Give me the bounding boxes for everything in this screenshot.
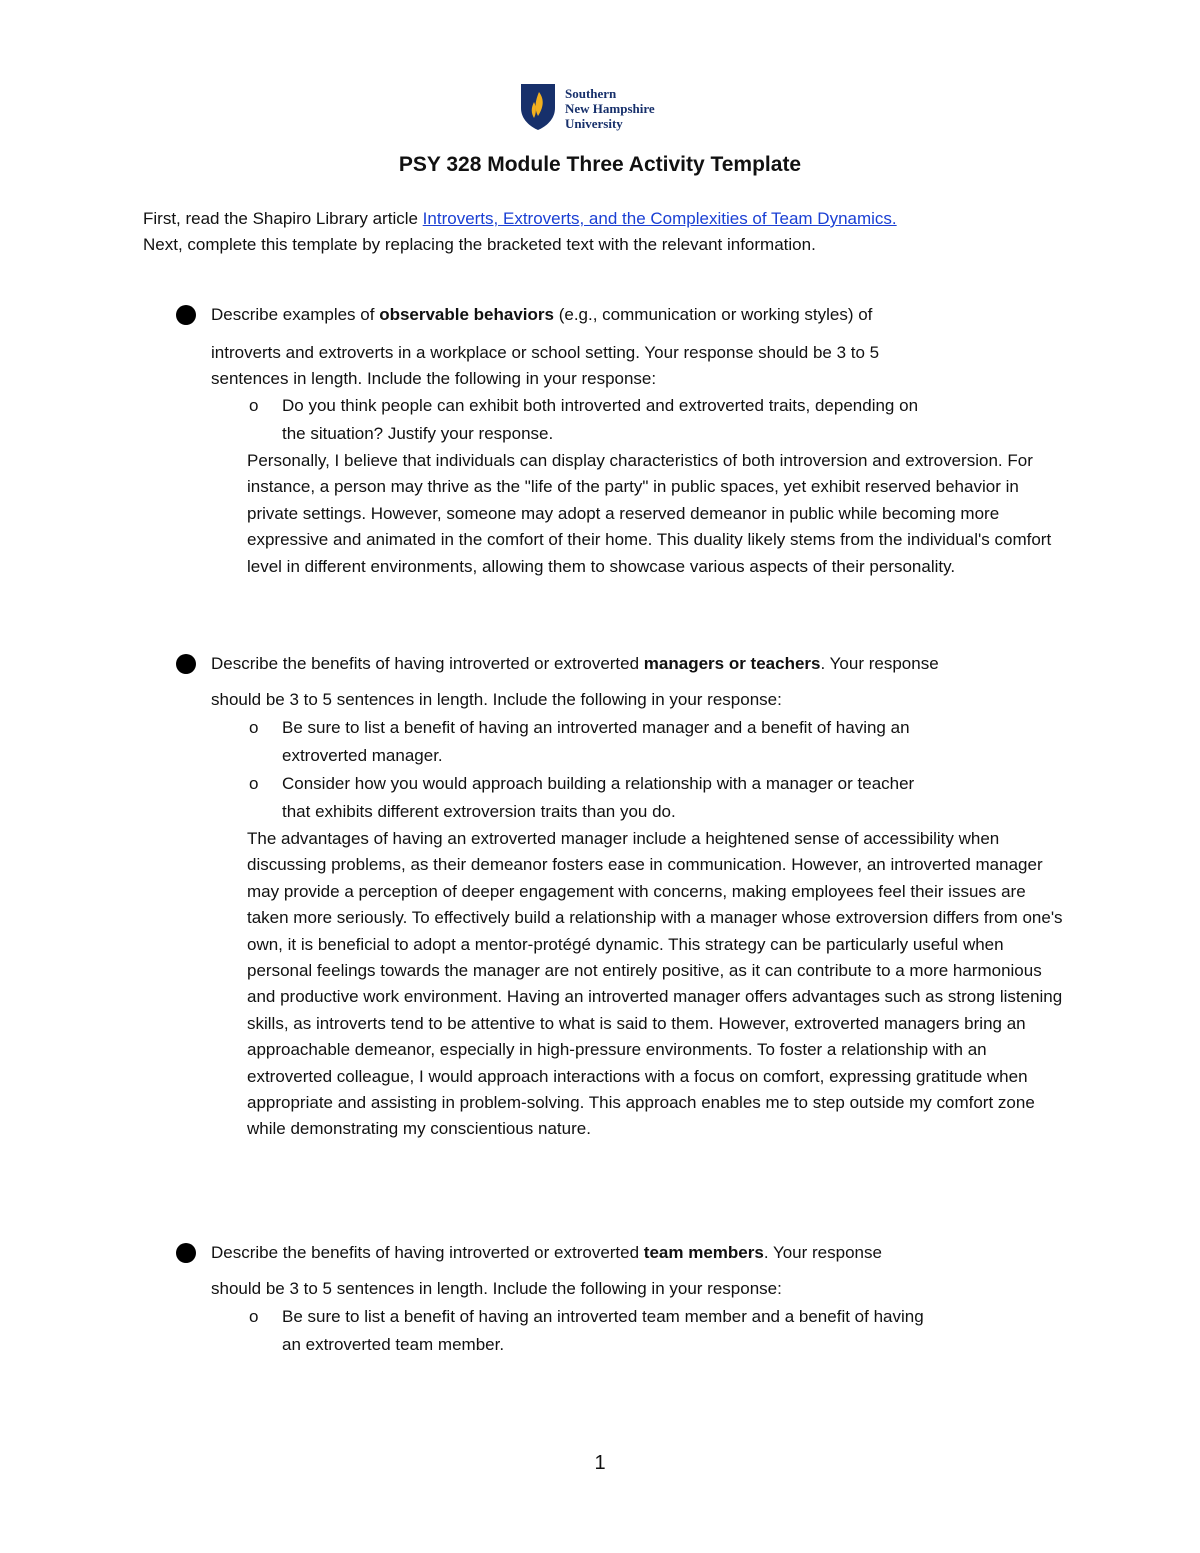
section-2-prompt: Describe the benefits of having introverted or extroverted managers or teachers. Your response [211,654,939,673]
bullet-dot [176,654,196,674]
section-2-subitem: Be sure to list a benefit of having an introverted manager and a benefit of having an [282,718,910,737]
intro-line-1: First, read the Shapiro Library article Introverts, Extroverts, and the Complexities of Team Dynamics. [143,209,897,228]
section-3-subitem: Be sure to list a benefit of having an introverted team member and a benefit of having [282,1307,924,1326]
section-1-prompt-cont: introverts and extroverts in a workplace or school setting. Your response should be 3 to 5 [211,343,880,362]
section-1-response: Personally, I believe that individuals can display characteristics of both introversion and extroversion. For instance, a person may thrive as the "life of the party" in public spaces, yet exhibit reserved behavior in private settings. However, someone may adopt a reserved demeanor in public while becoming more expressive and animated in the comfort of their home. This duality likely stems from the individual's comfort level in different environments, allowing them to showcase various aspects of their personality. [247,451,1052,576]
page-number: 1 [594,1452,606,1474]
page-title: PSY 328 Module Three Activity Template [398,153,802,176]
circle-bullet-icon: o [249,396,259,415]
section-1-prompt: Describe examples of observable behaviors (e.g., communication or working styles) of [211,305,873,324]
intro-line-2: Next, complete this template by replacing the bracketed text with the relevant information. [143,235,816,254]
university-logo [519,82,689,134]
section-2-subitem: Consider how you would approach building a relationship with a manager or teacher [282,774,915,793]
section-3-prompt-cont: should be 3 to 5 sentences in length. Include the following in your response: [211,1279,782,1298]
section-2-prompt-cont: should be 3 to 5 sentences in length. Include the following in your response: [211,690,782,709]
circle-bullet-icon: o [249,774,259,793]
section-1-prompt-cont: sentences in length. Include the following in your response: [211,369,657,388]
bullet-dot [176,305,196,325]
circle-bullet-icon: o [249,1307,259,1326]
section-3-subitem: an extroverted team member. [282,1335,505,1354]
shield-logo-icon [519,82,559,132]
section-2-subitem: extroverted manager. [282,746,443,765]
section-1-subitem: the situation? Justify your response. [282,424,554,443]
logo-wordmark: Southern New Hampshire University [565,86,655,131]
section-1-subitem: Do you think people can exhibit both introverted and extroverted traits, depending on [282,396,919,415]
circle-bullet-icon: o [249,718,259,737]
article-link[interactable]: Introverts, Extroverts, and the Complexities of Team Dynamics. [422,209,897,228]
section-3-prompt: Describe the benefits of having introverted or extroverted team members. Your response [211,1243,882,1262]
section-2-response: The advantages of having an extroverted manager include a heightened sense of accessibility when discussing problems, as their demeanor fosters ease in communication. However, an introverted manager may provide a perception of deeper engagement with concerns, making employees feel their issues are taken more seriously. To effectively build a relationship with a manager whose extroversion differs from one's own, it is beneficial to adopt a mentor-protégé dynamic. This strategy can be particularly useful when personal feelings towards the manager are not entirely positive, as it can contribute to a more harmonious and productive work environment. Having an introverted manager offers advantages such as strong listening skills, as introverts tend to be attentive to what is said to them. However, extroverted managers bring an approachable demeanor, especially in high-pressure environments. To foster a relationship with an extroverted colleague, I would approach interactions with a focus on comfort, expressing gratitude when appropriate and assisting in problem-solving. This approach enables me to step outside my comfort zone while demonstrating my conscientious nature. [247,829,1063,1139]
bullet-dot [176,1243,196,1263]
section-2-subitem: that exhibits different extroversion traits than you do. [282,802,676,821]
